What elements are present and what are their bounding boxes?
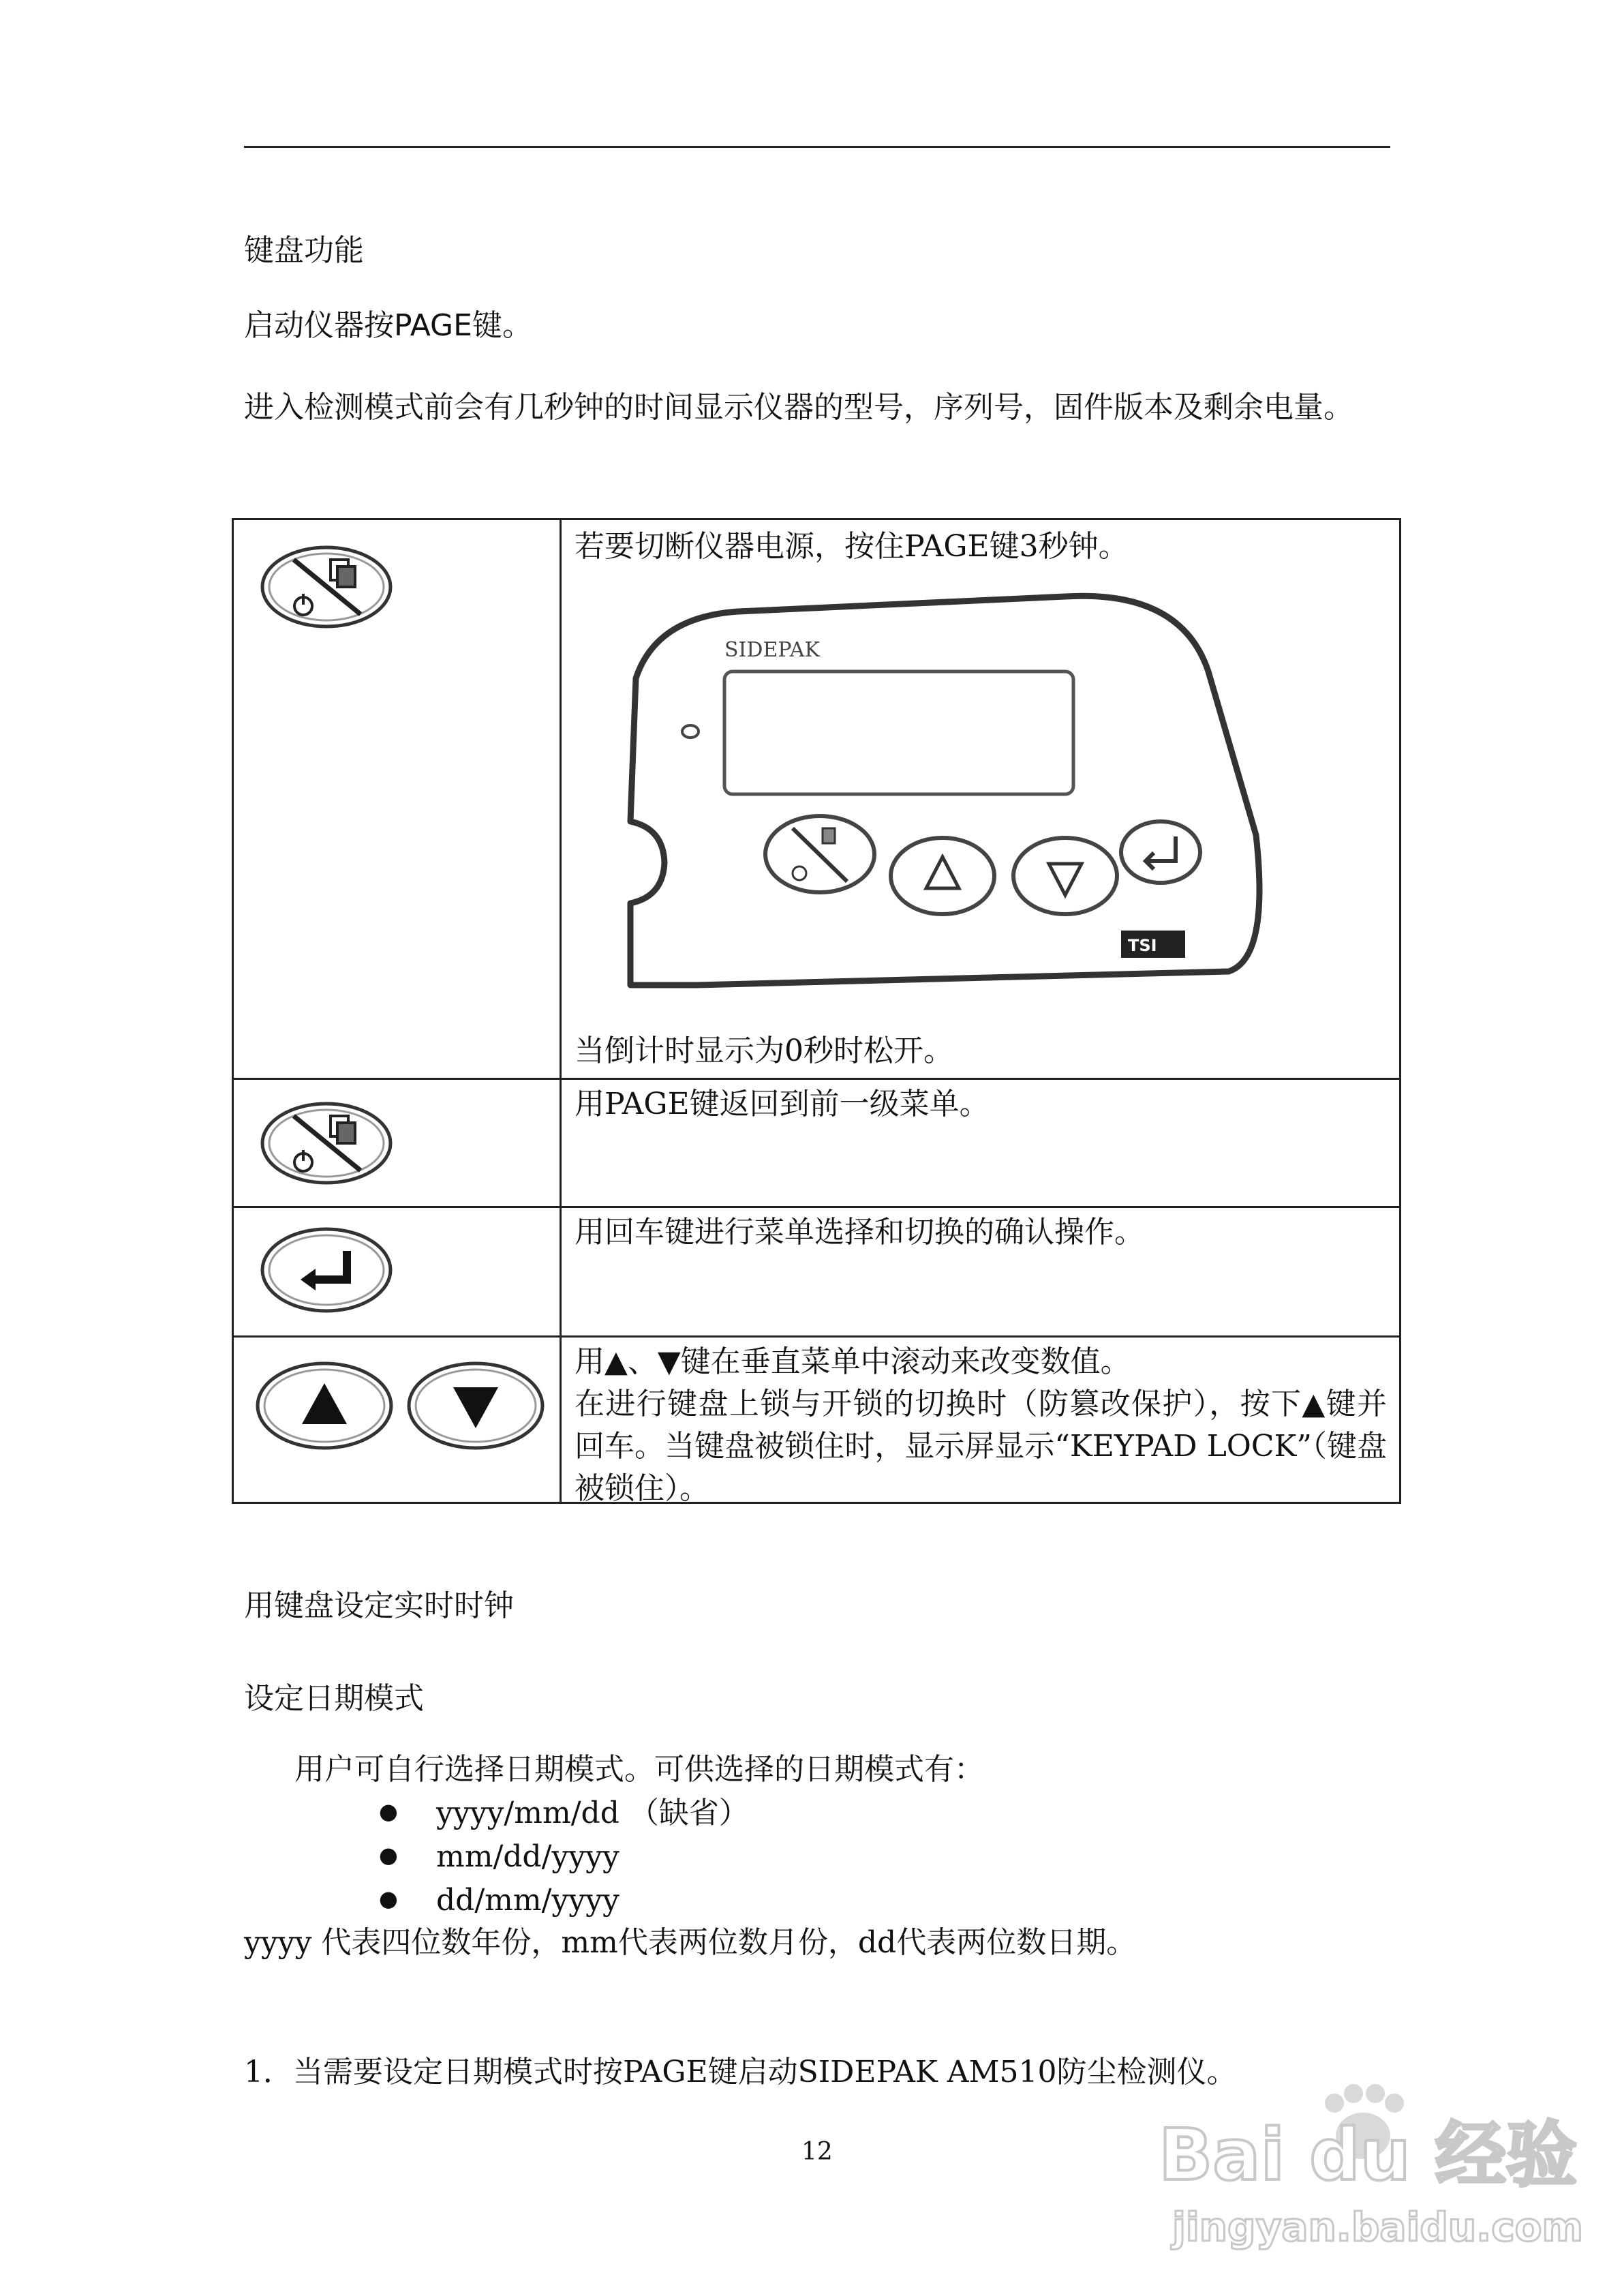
row4-text-keypad-lock: 在进行键盘上锁与开锁的切换时（防篡改保护），按下▲键并回车。当键盘被锁住时，显示屏显示“KEYPAD LOCK”（键盘被锁住）。 [575, 1387, 1387, 1506]
row1-text-release: 当倒计时显示为0秒时松开。 [575, 1033, 953, 1068]
device-tsi-logo: TSI [1128, 936, 1157, 955]
page-power-key-icon [258, 539, 395, 637]
row2-text-page-back: 用PAGE键返回到前一级菜单。 [575, 1087, 990, 1121]
down-key-icon [404, 1356, 547, 1458]
bullet-icon: ● [379, 1842, 398, 1868]
table-row-divider [234, 1078, 1399, 1080]
paragraph-choose-date-mode: 用户可自行选择日期模式。可供选择的日期模式有： [294, 1752, 984, 1787]
bullet-icon: ● [379, 1798, 398, 1824]
paragraph-date-format-explanation: yyyy 代表四位数年份，mm代表两位数月份，dd代表两位数日期。 [244, 1925, 1137, 1960]
date-mode-item: yyyy/mm/dd （缺省） [436, 1796, 749, 1830]
up-key-icon [253, 1356, 396, 1458]
bullet-icon: ● [379, 1886, 398, 1912]
row4-text-scroll: 用▲、▼键在垂直菜单中滚动来改变数值。 [575, 1344, 1131, 1379]
page-number: 12 [801, 2138, 833, 2166]
date-mode-item: dd/mm/yyyy [436, 1883, 619, 1918]
step-1-instruction: 1．当需要设定日期模式时按PAGE键启动SIDEPAK AM510防尘检测仪。 [244, 2055, 1237, 2089]
paragraph-startup-display: 进入检测模式前会有几秒钟的时间显示仪器的型号，序列号，固件版本及剩余电量。 [244, 390, 1353, 425]
table-row-divider [234, 1206, 1399, 1208]
heading-set-clock: 用键盘设定实时时钟 [244, 1588, 514, 1623]
watermark-url-text: jingyan.baidu.com [1172, 2204, 1583, 2250]
date-mode-item: mm/dd/yyyy [436, 1839, 619, 1874]
table-column-divider [560, 520, 562, 1502]
watermark-brand-text: Bai du 经验 [1159, 2113, 1577, 2196]
row3-text-enter: 用回车键进行菜单选择和切换的确认操作。 [575, 1215, 1144, 1250]
page-power-key-icon [258, 1096, 395, 1194]
device-brand-label: SIDEPAK [724, 638, 820, 662]
paragraph-start-instrument: 启动仪器按PAGE键。 [244, 308, 532, 343]
keyboard-function-table [232, 518, 1401, 1504]
header-rule [244, 146, 1390, 148]
baidu-jingyan-watermark [1159, 2083, 1583, 2260]
row1-text-power-off: 若要切断仪器电源，按住PAGE键3秒钟。 [575, 529, 1129, 564]
table-row-divider [234, 1335, 1399, 1338]
sidepak-device-illustration [588, 576, 1270, 995]
heading-keyboard-functions: 键盘功能 [244, 233, 364, 268]
enter-key-icon [258, 1222, 395, 1320]
heading-set-date-mode: 设定日期模式 [244, 1681, 424, 1716]
